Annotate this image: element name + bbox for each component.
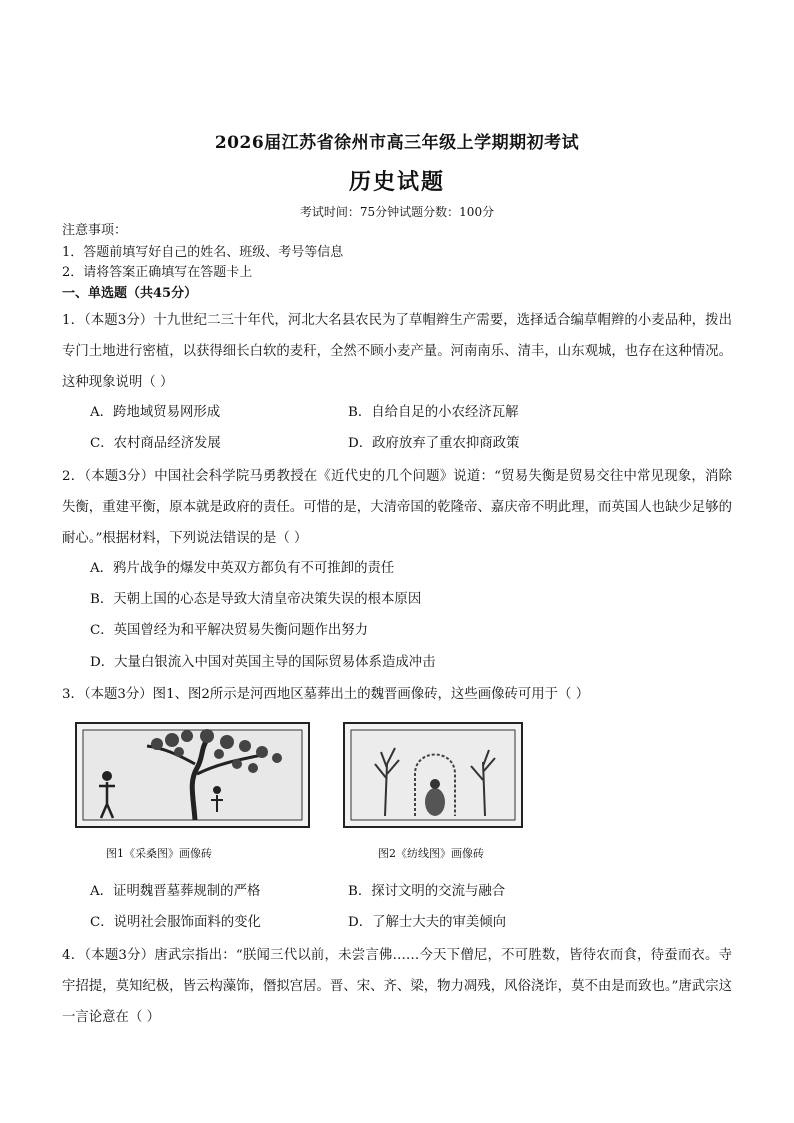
question-stem: 1．（本题3分）十九世纪二三十年代，河北大名县农民为了草帽辫生产需要，选择适合编草帽辫的小麦品种，拨出专门土地进行密植，以获得细长白软的麦秆，全然不顾小麦产量。河南南乐、清丰，山东观城，也存在这种情况。这种现象说明（ ）	[62, 313, 732, 390]
exam-title: 2026届江苏省徐州市高三年级上学期期初考试	[214, 133, 580, 153]
option-b: B．自给自足的小农经济瓦解	[348, 405, 519, 420]
note-item: 2．请将答案正确填写在答题卡上	[62, 265, 253, 280]
option-d: D．政府放弃了重农抑商政策	[348, 436, 520, 451]
option-c: C．说明社会服饰面料的变化	[90, 915, 261, 930]
exam-meta: 考试时间：75分钟试题分数：100分	[299, 205, 495, 219]
question-stem: 2．（本题3分）中国社会科学院马勇教授在《近代史的几个问题》说道：“贸易失衡是贸易交往中常见现象，消除失衡，重建平衡，原本就是政府的责任。可惜的是，大清帝国的乾隆帝、嘉庆帝不明此理，而英国人也缺少足够的耐心。”根据材料，下列说法错误的是（ ）	[62, 469, 732, 546]
option-c: C．农村商品经济发展	[90, 436, 221, 451]
question-stem: 3．（本题3分）图1、图2所示是河西地区墓葬出土的魏晋画像砖，这些画像砖可用于（ ）	[62, 687, 590, 702]
question-stem: 4．（本题3分）唐武宗指出：“朕闻三代以前，未尝言佛……今天下僧尼，不可胜数，皆待农而食，待蚕而衣。寺宇招提，莫知纪极，皆云构藻饰，僭拟宫居。晋、宋、齐、梁，物力凋残，风俗浇诈，莫不由是而致也。”唐武宗这一言论意在（ ）	[62, 948, 732, 1025]
option-d: D．了解士大夫的审美倾向	[348, 915, 507, 930]
option-c: C．英国曾经为和平解决贸易失衡问题作出努力	[90, 623, 369, 638]
spinning-brick-image	[343, 722, 523, 828]
option-a: A．证明魏晋墓葬规制的严格	[90, 884, 261, 899]
note-item: 1．答题前填写好自己的姓名、班级、考号等信息	[62, 245, 344, 260]
option-d: D．大量白银流入中国对英国主导的国际贸易体系造成冲击	[90, 655, 436, 670]
option-a: A．跨地域贸易网形成	[90, 405, 221, 420]
notes-heading: 注意事项：	[62, 223, 128, 238]
option-b: B．探讨文明的交流与融合	[348, 884, 506, 899]
option-a: A．鸦片战争的爆发中英双方都负有不可推卸的责任	[90, 561, 395, 576]
figure-caption: 图1《采桑图》画像砖	[106, 847, 212, 860]
mulberry-picking-brick-image	[75, 722, 310, 828]
subject-title: 历史试题	[348, 169, 445, 195]
section-heading: 一、单选题（共45分）	[62, 286, 198, 301]
option-b: B．天朝上国的心态是导致大清皇帝决策失误的根本原因	[90, 592, 422, 607]
figure-caption: 图2《纺线图》画像砖	[378, 847, 484, 860]
